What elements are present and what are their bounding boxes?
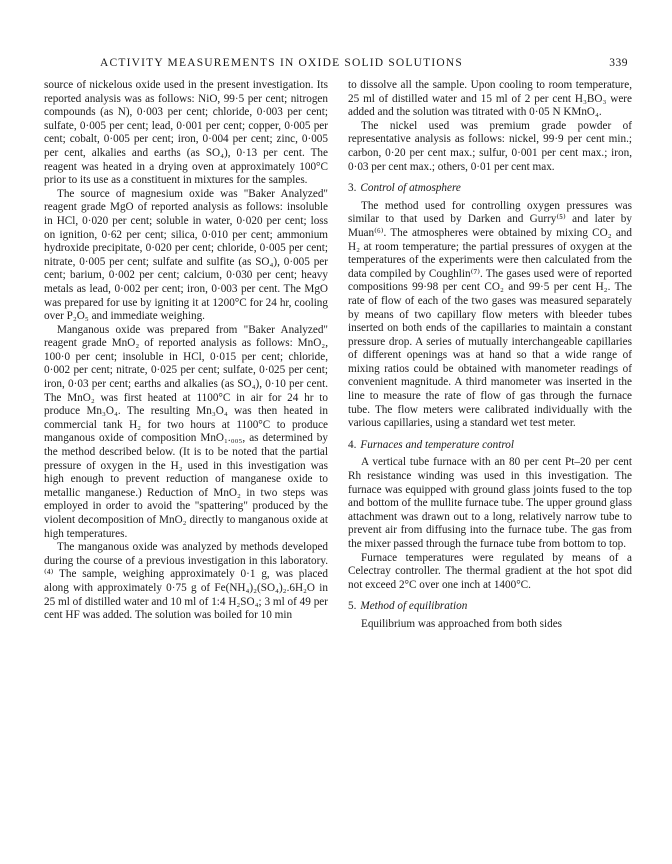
paragraph: A vertical tube furnace with an 80 per cent Pt–20 per cent Rh resistance winding was used in this investigation. The furnace was equipped with ground glass joints fused to the top and bottom of the mullite furnace tube. The upper ground glass attachment was drawn out to a long, relatively narrow tube to prevent air from diffusing into the furnace tube. The gas from the mixer passed through the furnace tube from bottom to top.: [348, 456, 632, 550]
section-title: Furnaces and temperature control: [360, 438, 514, 451]
paragraph: source of nickelous oxide used in the present investigation. Its reported analysis was as follows: NiO, 99·5 per cent; nitrogen compounds (as N), 0·003 per cent; chloride, 0·003 per cent; sulfate, 0·005 per cent; lead, 0·001 per cent; copper, 0·005 per cent; cobalt, 0·005 per cent; iron, 0·004 per cent; zinc, 0·005 per cent, alkalies and earths (as SO₄), 0·13 per cent. The reagent was heated in a drying oven at approximately 100°C prior to its use as a constituent in mixtures for the samples.: [44, 79, 328, 187]
paragraph: Furnace temperatures were regulated by means of a Celectray controller. The thermal gradient at the hot spot did not exceed 2°C over one inch at 1400°C.: [348, 551, 632, 591]
paragraph: The nickel used was premium grade powder of representative analysis as follows: nickel, 99·9 per cent min.; carbon, 0·20 per cent max.; sulfur, 0·001 per cent max.; iron, 0·03 per cent max.; others, 0·01 per cent max.: [348, 119, 632, 173]
page-number: 339: [609, 57, 628, 69]
paragraph: Equilibrium was approached from both sides: [361, 617, 563, 630]
section-heading-5: [348, 600, 632, 614]
section-number: 4.: [348, 438, 357, 451]
section-number: 3.: [348, 182, 357, 195]
section-title: Method of equilibration: [360, 600, 468, 613]
paragraph: The source of magnesium oxide was "Baker Analyzed" reagent grade MgO of reported analysis as follows: insoluble in HCl, 0·020 per cent; soluble in water, 0·020 per cent; loss on ignition, 0·62 per cent; silica, 0·010 per cent; ammonium hydroxide precipitate, 0·020 per cent; chloride, 0·005 per cent; nitrate, 0·005 per cent; sulfate and sulfite (as SO₄), 0·005 per cent; barium, 0·002 per cent; calcium, 0·030 per cent; heavy metals as lead, 0·002 per cent; iron, 0·003 per cent. The MgO was prepared for use by igniting it at 1200°C for 24 hr, cooling over P₂O₅ and immediate weighing.: [44, 187, 328, 323]
section-number: 5.: [348, 600, 357, 613]
right-column: [348, 79, 632, 632]
paragraph: The manganous oxide was analyzed by methods developed during the course of a previous investigation in this laboratory.⁽⁴⁾ The sample, weighing approximately 0·1 g, was placed along with approximately 0·75 g of Fe(NH₄)₂(SO₄)₂.6H₂O in 25 ml of distilled water and 10 ml of 1:4 H₂SO₄; 3 ml of 49 per cent HF was added. The solution was boiled for 10 min: [44, 541, 328, 622]
left-column: [44, 79, 328, 623]
section-heading-4: [348, 439, 632, 453]
running-title: ACTIVITY MEASUREMENTS IN OXIDE SOLID SOLUTIONS: [100, 57, 464, 69]
section-heading-3: [348, 182, 632, 196]
paragraph: Manganous oxide was prepared from "Baker Analyzed" reagent grade MnO₂ of reported analysis as follows: MnO₂, 100·0 per cent; insoluble in HCl, 0·015 per cent; chloride, 0·002 per cent; nitrate, 0·025 per cent; sulfate, 0·025 per cent; iron, 0·03 per cent; earths and alkalies (as SO₄), 0·10 per cent. The MnO₂ was first heated at 1100°C in air for 24 hr to produce Mn₃O₄. The resulting Mn₃O₄ was then heated in commercial tank H₂ for two hours at 1100°C to produce manganous oxide of composition MnO₁.₀₀₅, as determined by the method described below. (It is to be noted that the partial pressure of oxygen in the H₂ used in this investigation was high enough to prevent reduction of manganese oxide to metallic manganese.) Reduction of MnO₂ in two steps was employed in order to avoid the "spattering" produced by the violent decomposition of MnO₂ directly to manganous oxide at high temperatures.: [44, 323, 328, 540]
paragraph: The method used for controlling oxygen pressures was similar to that used by Darken and Gurry⁽⁵⁾ and later by Muan⁽⁶⁾. The atmospheres were obtained by mixing CO₂ and H₂ at room temperature; the partial pressures of oxygen at the temperatures of the experiments were then calculated from the data compiled by Coughlin⁽⁷⁾. The gases used were of reported compositions 99·98 per cent CO₂ and 99·5 per cent H₂. The rate of flow of each of the two gases was measured separately by means of two capillary flow meters with bleeder tubes inserted on both ends of the capillaries to maintain a constant pressure drop. A series of mutually interchangeable capillaries of different openings was at hand so that a wide range of mixing ratios could be obtained with manometer readings of convenient magnitude. A third manometer was inserted in the line to measure the rate of flow of gas through the furnace tube. The flow meters were calibrated individually with the various capillaries, using a standard wet test meter.: [348, 199, 632, 430]
section-title: Control of atmosphere: [360, 182, 461, 195]
paragraph: to dissolve all the sample. Upon cooling to room temperature, 25 ml of distilled water and 15 ml of 2 per cent H₃BO₃ were added and the solution was titrated with 0·05 N KMnO₄.: [348, 79, 632, 119]
